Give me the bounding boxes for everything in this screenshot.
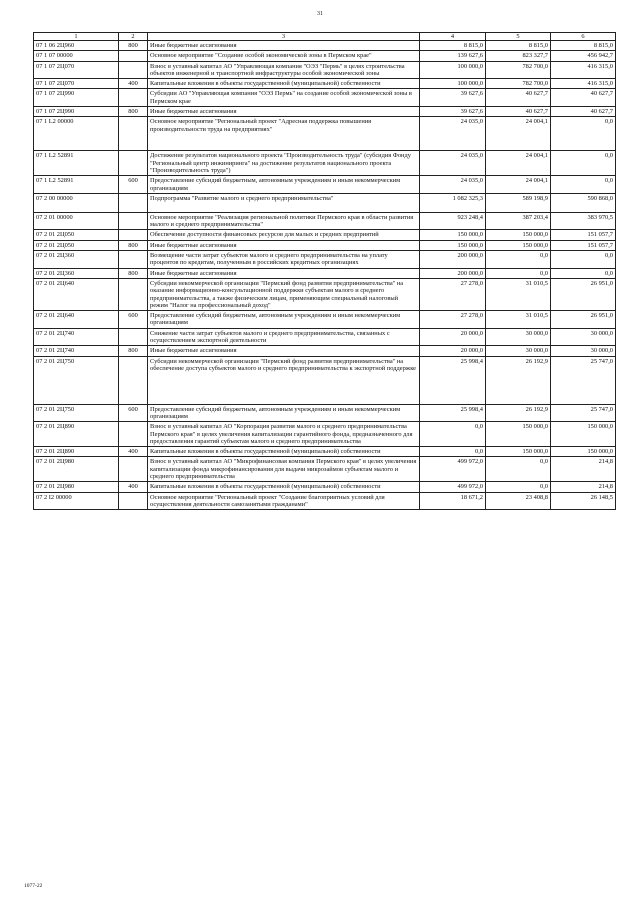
- row-value-col4: 923 248,4: [420, 212, 486, 230]
- row-name: Капитальные вложения в объекты государственной (муниципальной) собственности: [148, 447, 420, 457]
- table-row: [34, 79, 616, 89]
- row-name: Основное мероприятие "Региональный проект "Адресная поддержка повышения производительности труда на предприятиях": [148, 117, 420, 151]
- row-value-col4: 25 998,4: [420, 404, 486, 422]
- row-value-col6: 0,0: [551, 176, 616, 194]
- row-value-col5: 782 700,0: [486, 61, 551, 79]
- row-name: Подпрограмма "Развитие малого и среднего предпринимательства": [148, 193, 420, 212]
- row-value-col5: 823 327,7: [486, 51, 551, 61]
- row-value-col6: 0,0: [551, 251, 616, 269]
- row-value-col4: 0,0: [420, 447, 486, 457]
- table-row: [34, 482, 616, 492]
- row-value-col5: 0,0: [486, 268, 551, 278]
- row-name: Взнос в уставный капитал АО "Корпорация развития малого и среднего предпринимательства Пермского края" в целях увеличения капитализации гарантийного фонда, предназначенного для предоставления гарантий субъектам малого и среднего предпринимательства: [148, 422, 420, 447]
- row-expense-kind: [119, 356, 148, 404]
- row-value-col6: 25 747,0: [551, 356, 616, 404]
- row-value-col4: 1 082 325,3: [420, 193, 486, 212]
- table-row: [34, 212, 616, 230]
- row-name: Субсидии АО "Управляющая компания "ОЭЗ Пермь" на создание особой экономической зоны в Пермском крае: [148, 89, 420, 107]
- row-value-col6: 25 747,0: [551, 404, 616, 422]
- row-value-col4: 39 627,6: [420, 107, 486, 117]
- table-row: [34, 151, 616, 176]
- row-code: 07 1 L2 52891: [34, 151, 119, 176]
- row-code: 07 2 01 2Ц980: [34, 482, 119, 492]
- row-code: 07 1 07 00000: [34, 51, 119, 61]
- row-expense-kind: [119, 89, 148, 107]
- row-code: 07 2 01 00000: [34, 212, 119, 230]
- row-value-col6: 416 315,0: [551, 61, 616, 79]
- row-value-col5: 26 192,9: [486, 356, 551, 404]
- row-value-col6: 456 942,7: [551, 51, 616, 61]
- row-value-col4: 24 035,0: [420, 151, 486, 176]
- table-row: [34, 251, 616, 269]
- row-code: 07 2 01 2Ц740: [34, 346, 119, 356]
- row-name: Достижение результатов национального проекта "Производительность труда" (субсидия Фонду "Региональный центр инжиниринга" на достижение результатов национального проекта "Производительность труда"): [148, 151, 420, 176]
- row-value-col5: 23 408,8: [486, 492, 551, 510]
- table-row: [34, 230, 616, 240]
- row-value-col6: 40 627,7: [551, 89, 616, 107]
- row-code: 07 2 01 2Ц740: [34, 328, 119, 346]
- row-expense-kind: 400: [119, 482, 148, 492]
- row-expense-kind: 800: [119, 240, 148, 250]
- row-code: 07 1 06 2Ц960: [34, 41, 119, 51]
- row-expense-kind: [119, 422, 148, 447]
- row-code: 07 2 01 2Ц640: [34, 278, 119, 310]
- row-name: Снижение части затрат субъектов малого и среднего предпринимательства, связанных с осуществлением экспортной деятельности: [148, 328, 420, 346]
- table-row: [34, 240, 616, 250]
- col-header-6: 6: [551, 33, 616, 41]
- row-value-col4: 499 972,0: [420, 457, 486, 482]
- row-expense-kind: [119, 278, 148, 310]
- row-name: Предоставление субсидий бюджетным, автономным учреждениям и иным некоммерческим организациям: [148, 404, 420, 422]
- row-value-col4: 150 000,0: [420, 230, 486, 240]
- row-value-col4: 24 035,0: [420, 117, 486, 151]
- row-code: 07 2 01 2Ц640: [34, 311, 119, 329]
- row-value-col5: 26 192,9: [486, 404, 551, 422]
- row-expense-kind: [119, 492, 148, 510]
- row-value-col5: 0,0: [486, 482, 551, 492]
- row-value-col4: 18 671,2: [420, 492, 486, 510]
- row-expense-kind: 800: [119, 41, 148, 51]
- row-expense-kind: [119, 230, 148, 240]
- table-row: [34, 346, 616, 356]
- table-row: [34, 492, 616, 510]
- col-header-2: 2: [119, 33, 148, 41]
- row-name: Субсидии некоммерческой организации "Пермский фонд развития предпринимательства" на обеспечение доступа субъектов малого и среднего предпринимательства к экспортной поддержке: [148, 356, 420, 404]
- table-row: [34, 41, 616, 51]
- row-code: 07 1 07 2Ц990: [34, 89, 119, 107]
- row-name: Обеспечение доступности финансовых ресурсов для малых и средних предприятий: [148, 230, 420, 240]
- row-code: 07 2 01 2Ц890: [34, 422, 119, 447]
- row-value-col6: 416 315,0: [551, 79, 616, 89]
- row-expense-kind: 400: [119, 447, 148, 457]
- table-row: [34, 193, 616, 212]
- row-value-col5: 30 000,0: [486, 346, 551, 356]
- row-name: Основное мероприятие "Реализация региональной политики Пермского края в области развития малого и среднего предпринимательства": [148, 212, 420, 230]
- row-value-col5: 24 004,1: [486, 151, 551, 176]
- row-value-col5: 40 627,7: [486, 89, 551, 107]
- row-value-col5: 0,0: [486, 457, 551, 482]
- row-expense-kind: [119, 117, 148, 151]
- row-value-col4: 499 972,0: [420, 482, 486, 492]
- row-value-col6: 590 868,0: [551, 193, 616, 212]
- table-row: [34, 117, 616, 151]
- row-value-col5: 31 010,5: [486, 278, 551, 310]
- row-name: Капитальные вложения в объекты государственной (муниципальной) собственности: [148, 482, 420, 492]
- row-value-col4: 200 000,0: [420, 251, 486, 269]
- row-value-col5: 24 004,1: [486, 176, 551, 194]
- row-expense-kind: 800: [119, 268, 148, 278]
- row-value-col5: 387 203,4: [486, 212, 551, 230]
- row-name: Субсидии некоммерческой организации "Пермский фонд развития предпринимательства" на оказание информационно-консультационной поддержки субъектам малого и среднего предпринимательства, а также физическим лицам, применяющим специальный налоговый режим "Налог на профессиональный доход": [148, 278, 420, 310]
- row-value-col4: 20 000,0: [420, 328, 486, 346]
- table-row: [34, 51, 616, 61]
- table-row: [34, 447, 616, 457]
- row-value-col5: 0,0: [486, 251, 551, 269]
- row-value-col4: 150 000,0: [420, 240, 486, 250]
- row-value-col5: 150 000,0: [486, 422, 551, 447]
- row-value-col4: 139 627,6: [420, 51, 486, 61]
- row-value-col4: 8 815,0: [420, 41, 486, 51]
- row-value-col6: 214,8: [551, 482, 616, 492]
- row-code: 07 2 I2 00000: [34, 492, 119, 510]
- row-expense-kind: [119, 328, 148, 346]
- row-value-col5: 150 000,0: [486, 447, 551, 457]
- row-value-col5: 150 000,0: [486, 240, 551, 250]
- row-value-col6: 30 000,0: [551, 328, 616, 346]
- row-name: Предоставление субсидий бюджетным, автономным учреждениям и иным некоммерческим организациям: [148, 311, 420, 329]
- row-value-col6: 26 148,5: [551, 492, 616, 510]
- row-value-col5: 24 004,1: [486, 117, 551, 151]
- table-body: [34, 41, 616, 510]
- row-expense-kind: [119, 251, 148, 269]
- document-mark: 1077-22: [24, 883, 43, 889]
- row-value-col6: 0,0: [551, 117, 616, 151]
- row-value-col6: 150 000,0: [551, 422, 616, 447]
- row-value-col6: 26 951,0: [551, 311, 616, 329]
- table-row: [34, 176, 616, 194]
- row-expense-kind: 800: [119, 346, 148, 356]
- row-name: Иные бюджетные ассигнования: [148, 41, 420, 51]
- table-row: [34, 61, 616, 79]
- row-value-col4: 100 000,0: [420, 79, 486, 89]
- table-row: [34, 404, 616, 422]
- row-value-col4: 25 998,4: [420, 356, 486, 404]
- row-value-col6: 151 057,7: [551, 230, 616, 240]
- row-name: Возмещение части затрат субъектов малого и среднего предпринимательства на уплату процентов по кредитам, полученным в российских кредитных организациях: [148, 251, 420, 269]
- row-value-col5: 30 000,0: [486, 328, 551, 346]
- row-name: Капитальные вложения в объекты государственной (муниципальной) собственности: [148, 79, 420, 89]
- row-name: Иные бюджетные ассигнования: [148, 107, 420, 117]
- row-name: Иные бюджетные ассигнования: [148, 268, 420, 278]
- row-value-col4: 0,0: [420, 422, 486, 447]
- row-code: 07 2 01 2Ц750: [34, 404, 119, 422]
- row-value-col4: 200 000,0: [420, 268, 486, 278]
- row-value-col6: 8 815,0: [551, 41, 616, 51]
- row-expense-kind: 600: [119, 176, 148, 194]
- table-row: [34, 268, 616, 278]
- row-expense-kind: 400: [119, 79, 148, 89]
- row-value-col4: 27 278,0: [420, 278, 486, 310]
- table-row: [34, 278, 616, 310]
- row-value-col4: 24 035,0: [420, 176, 486, 194]
- row-name: Предоставление субсидий бюджетным, автономным учреждениям и иным некоммерческим организациям: [148, 176, 420, 194]
- row-code: 07 2 01 2Ц890: [34, 447, 119, 457]
- col-header-5: 5: [486, 33, 551, 41]
- row-expense-kind: [119, 51, 148, 61]
- row-name: Основное мероприятие "Региональный проект "Создание благоприятных условий для осуществления деятельности самозанятыми гражданами": [148, 492, 420, 510]
- row-value-col4: 27 278,0: [420, 311, 486, 329]
- table-row: [34, 107, 616, 117]
- row-value-col5: 8 815,0: [486, 41, 551, 51]
- row-value-col6: 214,8: [551, 457, 616, 482]
- col-header-1: 1: [34, 33, 119, 41]
- page-number: 31: [317, 11, 323, 17]
- header-row: [34, 33, 616, 41]
- row-code: 07 2 01 2Ц050: [34, 240, 119, 250]
- row-expense-kind: [119, 212, 148, 230]
- table-row: [34, 356, 616, 404]
- row-value-col6: 0,0: [551, 151, 616, 176]
- table-row: [34, 457, 616, 482]
- row-expense-kind: [119, 457, 148, 482]
- row-code: 07 1 L2 52891: [34, 176, 119, 194]
- row-expense-kind: [119, 151, 148, 176]
- row-name: Иные бюджетные ассигнования: [148, 240, 420, 250]
- row-code: 07 2 00 00000: [34, 193, 119, 212]
- row-value-col6: 151 057,7: [551, 240, 616, 250]
- row-value-col6: 30 000,0: [551, 346, 616, 356]
- row-expense-kind: 600: [119, 311, 148, 329]
- row-value-col6: 0,0: [551, 268, 616, 278]
- row-value-col6: 26 951,0: [551, 278, 616, 310]
- row-expense-kind: [119, 61, 148, 79]
- row-code: 07 1 07 2Ц070: [34, 61, 119, 79]
- table-row: [34, 422, 616, 447]
- row-expense-kind: [119, 193, 148, 212]
- row-value-col6: 40 627,7: [551, 107, 616, 117]
- row-value-col5: 40 627,7: [486, 107, 551, 117]
- row-value-col5: 31 010,5: [486, 311, 551, 329]
- row-value-col5: 782 700,0: [486, 79, 551, 89]
- row-value-col4: 100 000,0: [420, 61, 486, 79]
- row-value-col4: 39 627,6: [420, 89, 486, 107]
- row-expense-kind: 600: [119, 404, 148, 422]
- row-code: 07 1 L2 00000: [34, 117, 119, 151]
- row-value-col6: 150 000,0: [551, 447, 616, 457]
- row-name: Взнос в уставный капитал АО "Управляющая компания "ОЭЗ "Пермь" в целях строительства объектов инженерной и транспортной инфраструктуры особой экономической зоны: [148, 61, 420, 79]
- row-code: 07 2 01 2Ц750: [34, 356, 119, 404]
- table-row: [34, 328, 616, 346]
- row-code: 07 1 07 2Ц990: [34, 107, 119, 117]
- row-code: 07 2 01 2Ц050: [34, 230, 119, 240]
- col-header-4: 4: [420, 33, 486, 41]
- row-value-col6: 383 970,5: [551, 212, 616, 230]
- col-header-3: 3: [148, 33, 420, 41]
- row-value-col4: 20 000,0: [420, 346, 486, 356]
- row-value-col5: 589 198,9: [486, 193, 551, 212]
- row-code: 07 1 07 2Ц070: [34, 79, 119, 89]
- table-row: [34, 311, 616, 329]
- row-code: 07 2 01 2Ц980: [34, 457, 119, 482]
- row-name: Основное мероприятие "Создание особой экономической зоны в Пермском крае": [148, 51, 420, 61]
- row-code: 07 2 01 2Ц360: [34, 268, 119, 278]
- row-value-col5: 150 000,0: [486, 230, 551, 240]
- row-code: 07 2 01 2Ц360: [34, 251, 119, 269]
- row-name: Иные бюджетные ассигнования: [148, 346, 420, 356]
- row-name: Взнос в уставный капитал АО "Микрофинансовая компания Пермского края" в целях увеличения капитализации фонда микрофинансирования для выдачи микрозаймов субъектам малого и среднего предпринимательства: [148, 457, 420, 482]
- budget-table: [33, 32, 616, 510]
- row-expense-kind: 800: [119, 107, 148, 117]
- table-row: [34, 89, 616, 107]
